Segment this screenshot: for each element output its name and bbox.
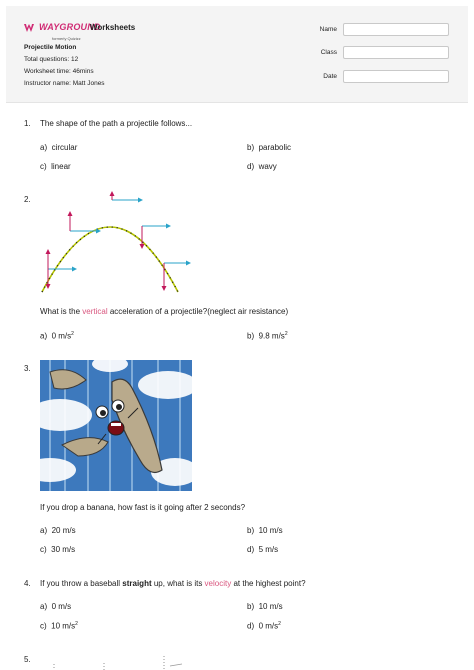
projectile-trajectory-diagram	[38, 190, 194, 296]
logo-mark-icon	[24, 23, 36, 33]
total-questions: Total questions: 12	[24, 56, 79, 63]
option-d[interactable]: d) 5 m/s	[247, 545, 279, 554]
class-field[interactable]	[343, 46, 449, 59]
name-label: Name	[319, 26, 337, 33]
question-text: If you throw a baseball straight up, what is its velocity at the highest point?	[40, 579, 306, 588]
option-a[interactable]: a) 0 $m/s^2$	[40, 331, 74, 341]
date-field[interactable]	[343, 70, 449, 83]
option-c[interactable]: c) linear	[40, 162, 71, 171]
worksheet-title: Projectile Motion	[24, 44, 77, 51]
instructor-name: Instructor name: Matt Jones	[24, 80, 105, 87]
question-number: 4.	[24, 579, 31, 588]
option-b[interactable]: b) 10 m/s	[247, 602, 283, 611]
worksheets-label: Worksheets	[90, 23, 136, 32]
falling-banana-image	[40, 360, 192, 491]
option-d[interactable]: d) wavy	[247, 162, 277, 171]
option-d[interactable]: d) 0 $m/s^2$	[247, 621, 281, 631]
logo-subtitle: formerly Quizizz	[52, 36, 81, 41]
option-a[interactable]: a) 0 m/s	[40, 602, 72, 611]
wayground-logo	[24, 20, 101, 41]
option-a[interactable]: a) circular	[40, 143, 78, 152]
trajectory-curve	[42, 227, 178, 292]
class-label: Class	[320, 49, 337, 56]
logo-wordmark: WAYGROUND	[39, 22, 101, 32]
option-c[interactable]: c) 10 $m/s^2$	[40, 621, 78, 631]
worksheet-time: Worksheet time: 46mins	[24, 68, 94, 75]
question-text: If you drop a banana, how fast is it going after 2 seconds?	[40, 503, 246, 512]
option-c[interactable]: c) 30 m/s	[40, 545, 76, 554]
question-text: The shape of the path a projectile follows...	[40, 119, 193, 128]
question-number: 5.	[24, 655, 31, 664]
question-5-image-partial	[40, 654, 190, 670]
name-field[interactable]	[343, 23, 449, 36]
date-label: Date	[323, 73, 337, 80]
question-number: 3.	[24, 364, 31, 373]
option-a[interactable]: a) 20 m/s	[40, 526, 76, 535]
question-number: 1.	[24, 119, 31, 128]
option-b[interactable]: b) parabolic	[247, 143, 292, 152]
worksheet-header	[6, 6, 468, 103]
question-text: What is the vertical acceleration of a projectile?(neglect air resistance)	[40, 307, 289, 316]
question-number: 2.	[24, 195, 31, 204]
option-b[interactable]: b) 9.8 $m/s^2$	[247, 331, 288, 341]
option-b[interactable]: b) 10 m/s	[247, 526, 283, 535]
